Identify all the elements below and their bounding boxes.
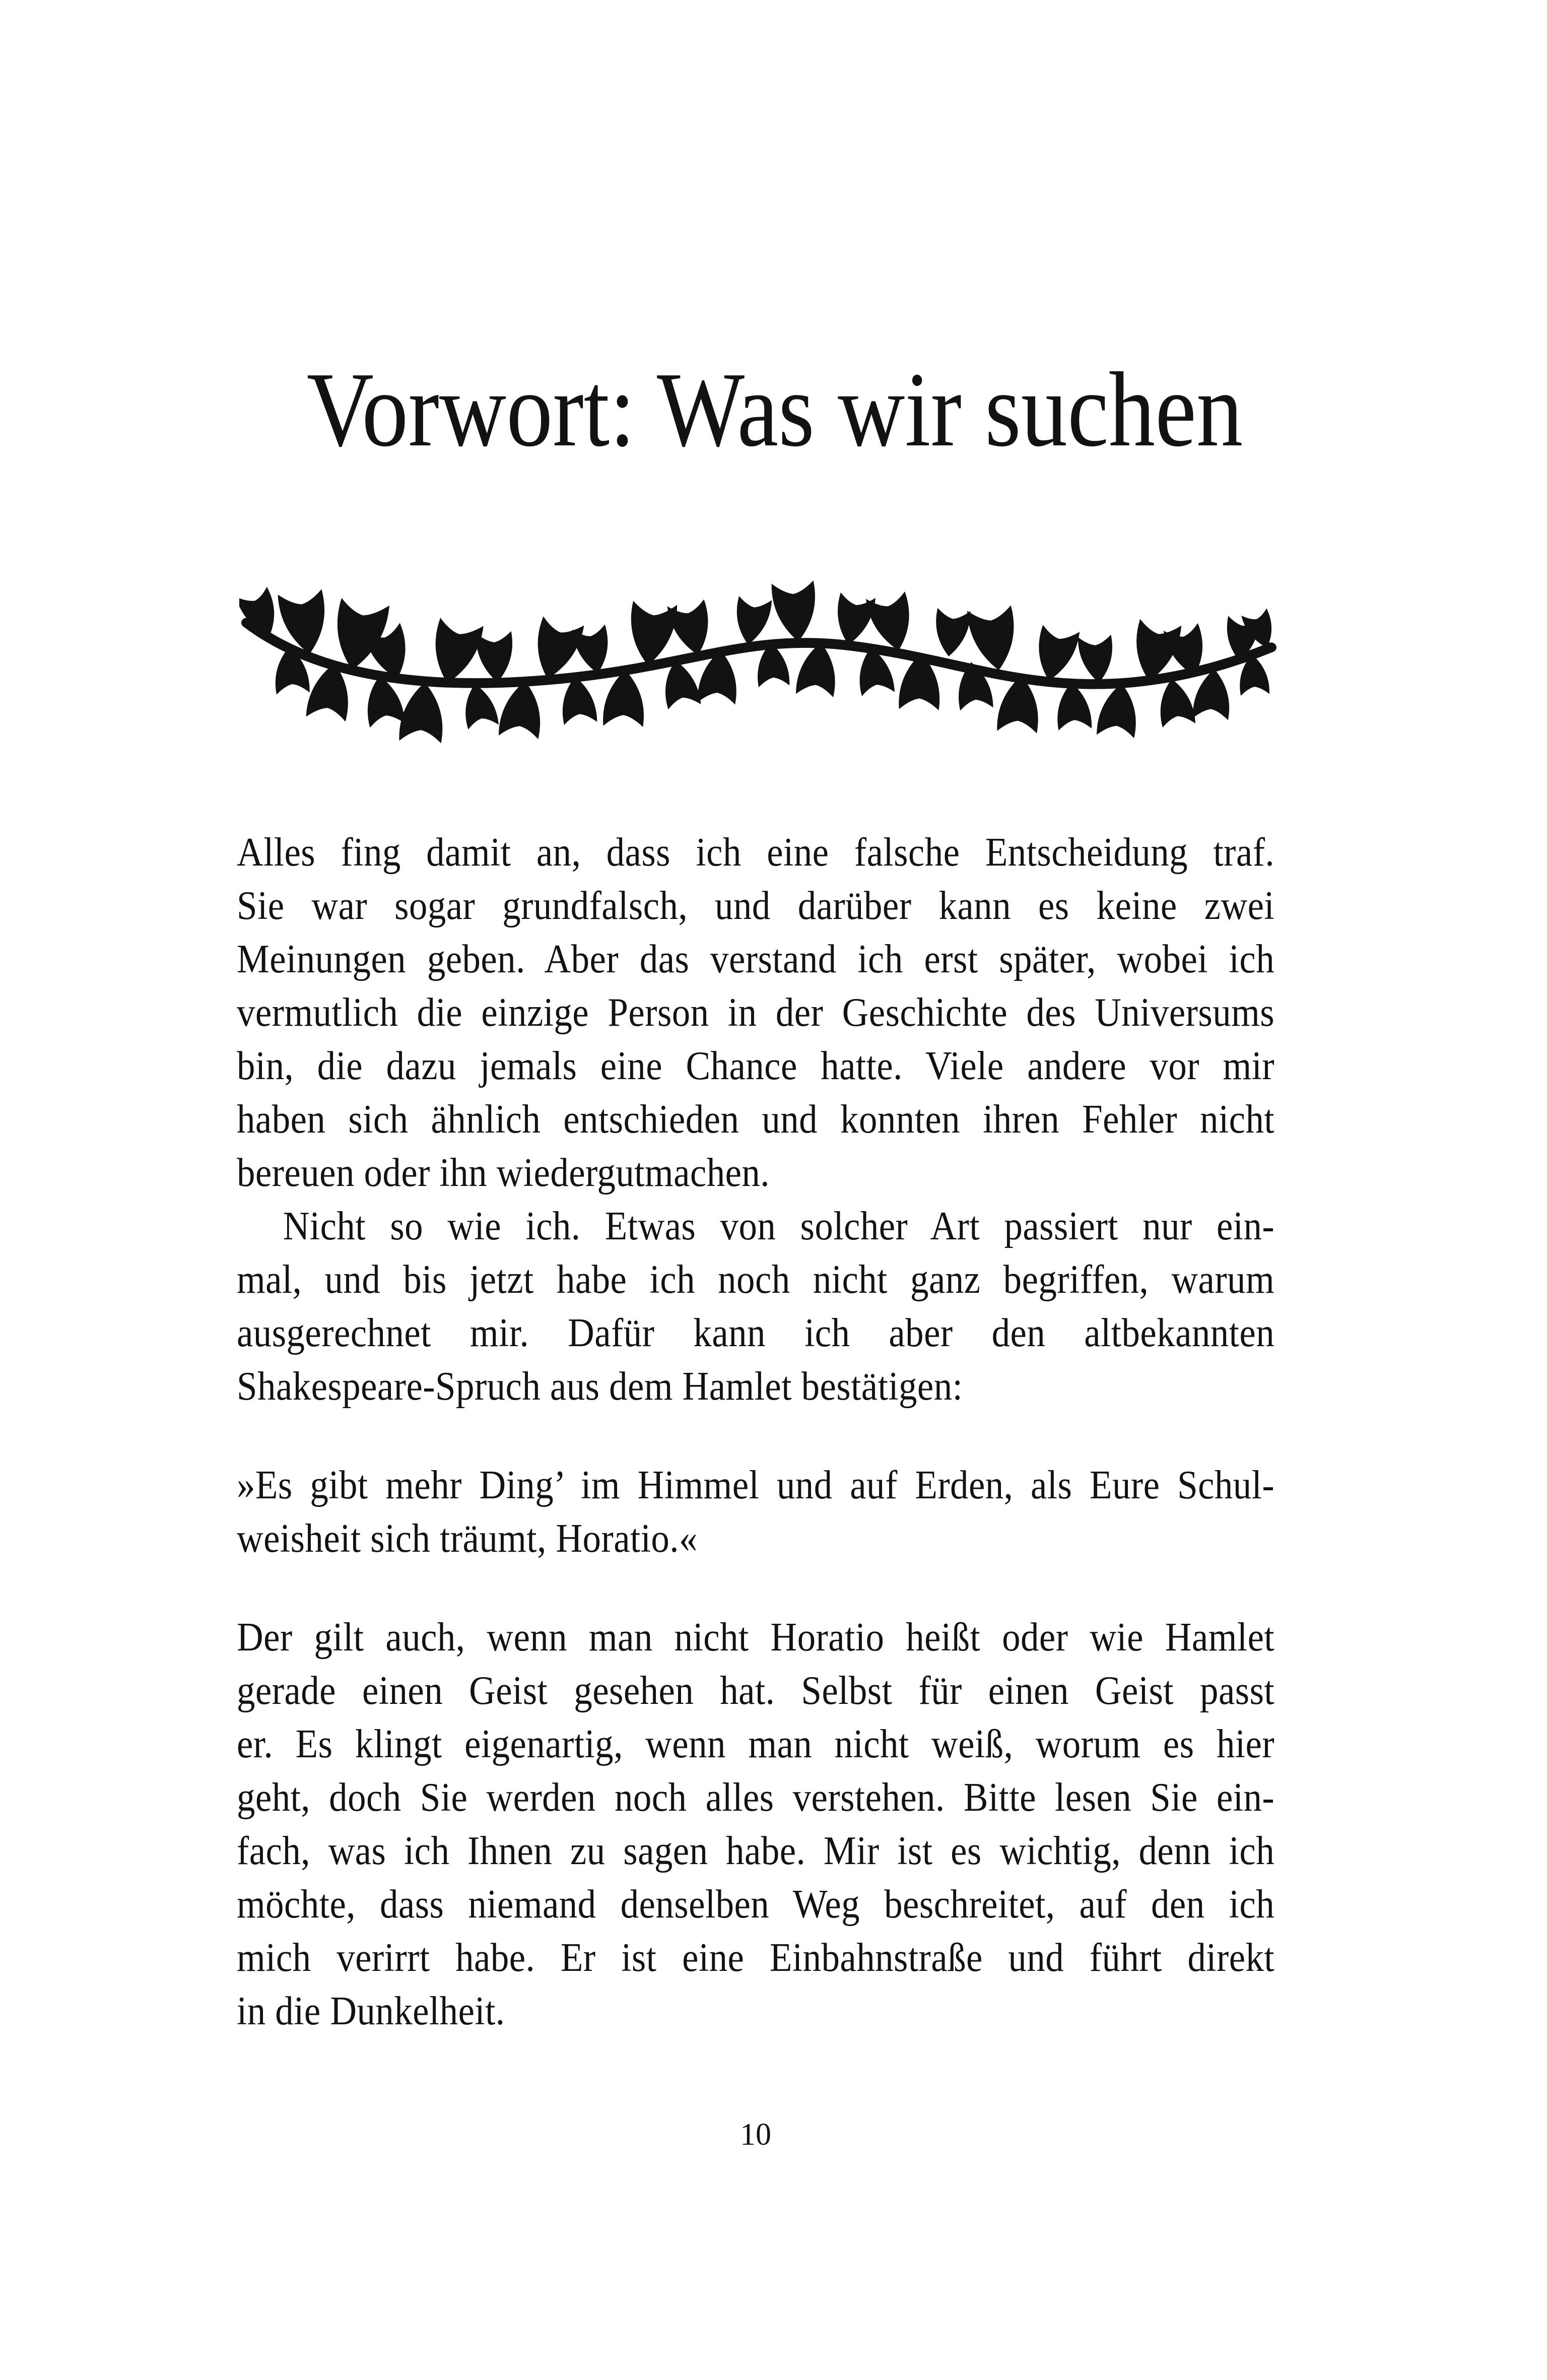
text-line: Sie war sogar grundfalsch, und darüber kann es keine zwei <box>237 883 1275 928</box>
paragraph <box>237 1199 1274 1413</box>
text-line: ausgerechnet mir. Dafür kann ich aber den altbekannten <box>237 1310 1275 1355</box>
text-line: bereuen oder ihn wiedergutmachen. <box>237 1150 770 1195</box>
body-text <box>237 825 1274 2037</box>
text-line: Alles fing damit an, dass ich eine falsche Entscheidung traf. <box>237 829 1275 875</box>
text-line: haben sich ähnlich entschieden und konnten ihren Fehler nicht <box>237 1096 1275 1142</box>
text-line: fach, was ich Ihnen zu sagen habe. Mir ist es wichtig, denn ich <box>237 1828 1275 1873</box>
text-line: gerade einen Geist gesehen hat. Selbst für einen Geist passt <box>237 1668 1275 1713</box>
paragraph <box>237 1610 1274 2037</box>
text-line: vermutlich die einzige Person in der Geschichte des Universums <box>237 989 1275 1035</box>
page-number: 10 <box>740 2118 771 2152</box>
chapter-title <box>237 350 1274 469</box>
chapter-title-text: Vorwort: Was wir suchen <box>306 350 1243 469</box>
text-line: Der gilt auch, wenn man nicht Horatio heißt oder wie Hamlet <box>237 1614 1275 1660</box>
text-line: mich verirrt habe. Er ist eine Einbahnstraße und führt direkt <box>237 1935 1275 1980</box>
text-line: Meinungen geben. Aber das verstand ich erst später, wobei ich <box>237 936 1275 981</box>
text-line: bin, die dazu jemals eine Chance hatte. Viele andere vor mir <box>237 1043 1275 1088</box>
text-line: Nicht so wie ich. Etwas von solcher Art passiert nur ein- <box>283 1203 1275 1248</box>
text-line: in die Dunkelheit. <box>237 1988 505 2033</box>
quote-paragraph <box>237 1458 1274 1565</box>
text-line: mal, und bis jetzt habe ich noch nicht ganz begriffen, warum <box>237 1257 1275 1302</box>
text-line: »Es gibt mehr Ding’ im Himmel und auf Erden, als Eure Schul- <box>237 1462 1275 1507</box>
text-line: Shakespeare-Spruch aus dem Hamlet bestätigen: <box>237 1363 963 1409</box>
text-line: geht, doch Sie werden noch alles verstehen. Bitte lesen Sie ein- <box>237 1774 1275 1820</box>
text-line: er. Es klingt eigenartig, wenn man nicht weiß, worum es hier <box>237 1721 1275 1766</box>
text-line: möchte, dass niemand denselben Weg beschreitet, auf den ich <box>237 1881 1275 1927</box>
paragraph <box>237 825 1274 1199</box>
ivy-branch-ornament <box>239 544 1277 751</box>
text-line: weisheit sich träumt, Horatio.« <box>237 1515 698 1561</box>
